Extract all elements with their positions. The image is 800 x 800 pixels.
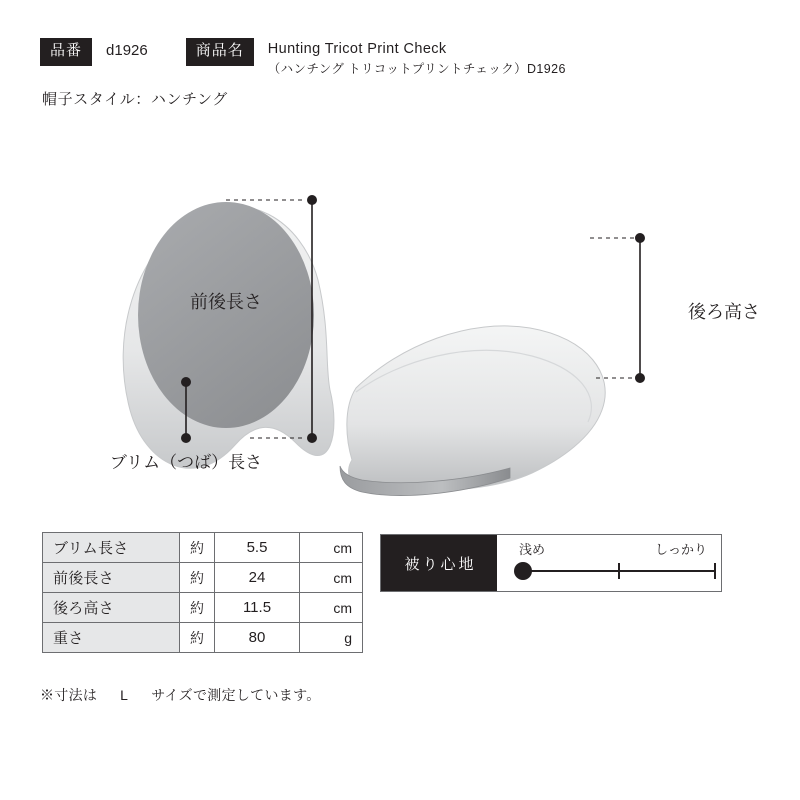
spec-label: ブリム長さ <box>43 533 180 563</box>
fit-caption-shallow: 浅め <box>519 542 546 557</box>
spec-label: 前後長さ <box>43 563 180 593</box>
spec-label: 後ろ高さ <box>43 593 180 623</box>
measurement-diagram <box>40 160 760 500</box>
note-size: L <box>120 687 129 703</box>
label-back-height: 後ろ高さ <box>688 302 760 322</box>
spec-unit: cm <box>300 533 363 563</box>
spec-label: 重さ <box>43 623 180 653</box>
header <box>40 38 760 80</box>
label-front-back-length: 前後長さ <box>190 292 262 312</box>
spec-approx: 約 <box>180 593 215 623</box>
sku-group <box>40 38 148 66</box>
spec-value: 80 <box>215 623 300 653</box>
fit-label: 被り心地 <box>381 535 497 591</box>
spec-unit: g <box>300 623 363 653</box>
spec-value: 24 <box>215 563 300 593</box>
specification-table <box>42 532 363 653</box>
sku-value: d1926 <box>106 42 148 59</box>
back-height-leaders <box>590 238 634 378</box>
spec-approx: 約 <box>180 623 215 653</box>
fit-marker <box>514 562 532 580</box>
note-prefix: ※寸法は <box>40 687 98 703</box>
fit-feel-block <box>380 534 722 592</box>
fit-scale <box>497 535 721 591</box>
spec-unit: cm <box>300 563 363 593</box>
spec-approx: 約 <box>180 563 215 593</box>
product-name-label: 商品名 <box>186 38 254 66</box>
sku-label: 品番 <box>40 38 92 66</box>
back-height-measure <box>635 233 645 383</box>
hat-style-line: 帽子スタイル：ハンチング <box>42 91 228 108</box>
measurement-note <box>40 685 321 705</box>
table-row <box>43 533 363 563</box>
product-name <box>254 38 566 80</box>
product-name-jp: （ハンチング トリコットプリントチェック）D1926 <box>267 62 566 77</box>
spec-value: 5.5 <box>215 533 300 563</box>
table-row <box>43 623 363 653</box>
side-view-illustration <box>340 326 605 496</box>
table-row <box>43 563 363 593</box>
top-view-illustration <box>123 202 334 468</box>
fit-caption-firm: しっかり <box>654 542 707 557</box>
product-name-group <box>186 38 566 80</box>
product-name-en: Hunting Tricot Print Check <box>267 41 447 57</box>
label-brim-length: ブリム（つば）長さ <box>109 453 263 472</box>
spec-unit: cm <box>300 593 363 623</box>
table-row <box>43 593 363 623</box>
spec-value: 11.5 <box>215 593 300 623</box>
fit-slider-graphic <box>505 557 729 589</box>
note-suffix: サイズで測定しています。 <box>151 687 321 703</box>
spec-approx: 約 <box>180 533 215 563</box>
spec-table-body <box>43 533 363 653</box>
